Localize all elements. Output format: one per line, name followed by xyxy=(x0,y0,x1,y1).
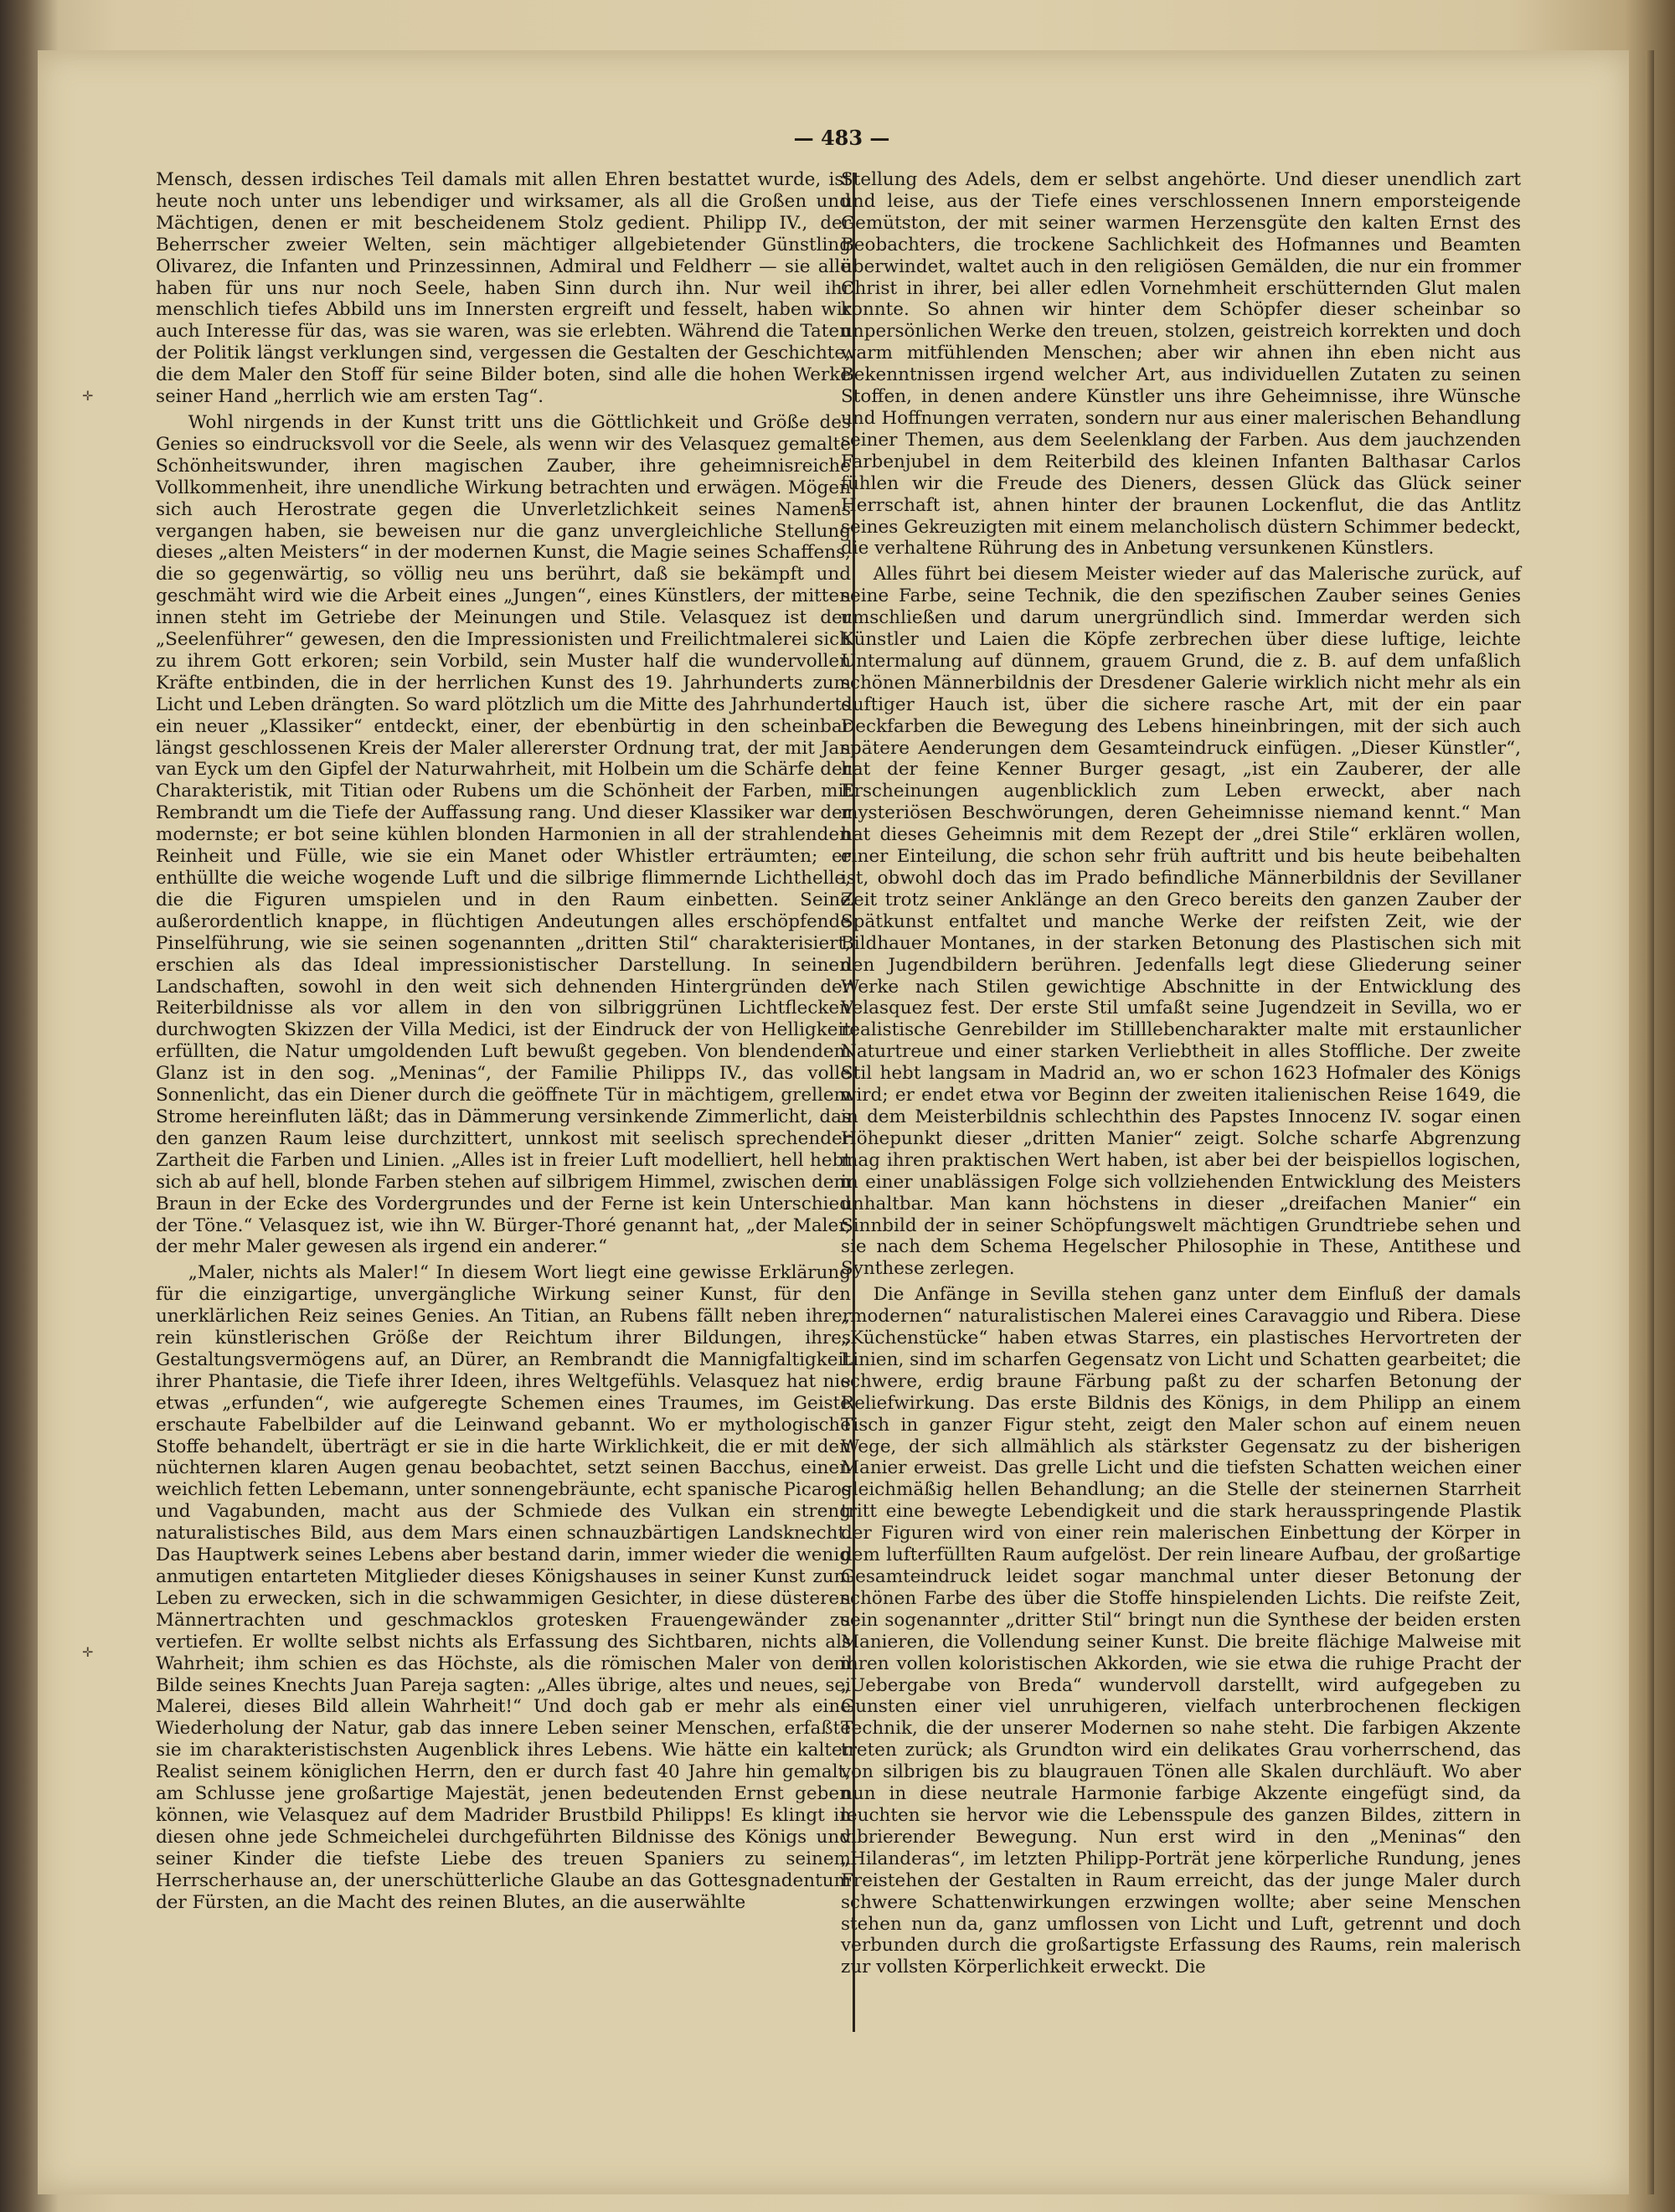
page-edge xyxy=(1646,50,1654,2194)
text-column-right xyxy=(841,169,1521,1978)
text-column-left xyxy=(156,169,851,1914)
paragraph: Alles führt bei diesem Meister wieder auf das Malerische zurück, auf seine Farbe, seine Technik, die den spezifischen Zauber seines Genies umschließen und darum unergründlich sind. Immerdar werden sich Künstler und Laien die Köpfe zerbrechen über diese luftige, leichte Untermalung auf dünnem, grauem Grund, die z. B. auf dem unfaßlich schönen Männerbildnis der Dresdener Galerie wirklich nicht mehr als ein duftiger Hauch ist, über die sichere rasche Art, mit der ein paar Deckfarben die Bewegung des Lebens hineinbringen, mit der sich auch spätere Aenderungen dem Gesamteindruck einfügen. „Dieser Künstler“, hat der feine Kenner Burger gesagt, „ist ein Zauberer, der alle Erscheinungen augenblicklich zum Leben erweckt, aber nach mysteriösen Beschwörungen, deren Geheimnisse niemand kennt.“ Man hat dieses Geheimnis mit dem Rezept der „drei Stile“ erklären wollen, einer Einteilung, die schon sehr früh auftritt und bis heute beibehalten ist, obwohl doch das im Prado befindliche Männerbildnis der Sevillaner Zeit trotz seiner Anklänge an den Greco bereits den ganzen Zauber der Spätkunst entfaltet und manche Werke der reifsten Zeit, wie der Bildhauer Montanes, in der starken Betonung des Plastischen sich mit den Jugendbildern berühren. Jedenfalls legt diese Gliederung seiner Werke nach Stilen gewichtige Abschnitte in der Entwicklung des Velasquez fest. Der erste Stil umfaßt seine Jugendzeit in Sevilla, wo er realistische Genrebilder im Stilllebencharakter malte mit erstaunlicher Naturtreue und einer starken Verliebtheit in alles Stoffliche. Der zweite Stil hebt langsam in Madrid an, wo er schon 1623 Hofmaler des Königs wird; er endet etwa vor Beginn der zweiten italienischen Reise 1649, die in dem Meisterbildnis schlechthin des Papstes Innocenz IV. sogar einen Höhepunkt dieser „dritten Manier“ zeigt. Solche scharfe Abgrenzung mag ihren praktischen Wert haben, ist aber bei der beispiellos logischen, in einer unablässigen Folge sich vollziehenden Entwicklung des Meisters unhaltbar. Man kann höchstens in dieser „dreifachen Manier“ ein Sinnbild der in seiner Schöpfungswelt mächtigen Grundtriebe sehen und sie nach dem Schema Hegelscher Philosophie in These, Antithese und Synthese zerlegen. xyxy=(841,564,1521,1280)
paragraph: Stellung des Adels, dem er selbst angehörte. Und dieser unendlich zart und leise, aus der Tiefe eines verschlossenen Innern emporsteigende Gemütston, der mit seiner warmen Herzensgüte den kalten Ernst des Beobachters, die trockene Sachlichkeit des Hofmannes und Beamten überwindet, waltet auch in den religiösen Gemälden, die nur ein frommer Christ in ihrer, bei aller edlen Vornehmheit erschütternden Glut malen konnte. So ahnen wir hinter dem Schöpfer dieser scheinbar so unpersönlichen Werke den treuen, stolzen, geistreich korrekten und doch warm mitfühlenden Menschen; aber wir ahnen ihn eben nicht aus Bekenntnissen irgend welcher Art, aus individuellen Zutaten zu seinen Stoffen, in denen andere Künstler uns ihre Geheimnisse, ihre Wünsche und Hoffnungen verraten, sondern nur aus einer malerischen Behandlung seiner Themen, aus dem Seelenklang der Farben. Aus dem jauchzenden Farbenjubel in dem Reiterbild des kleinen Infanten Balthasar Carlos fühlen wir die Freude des Dieners, dessen Glück das Glück seiner Herrschaft ist, ahnen hinter der braunen Lockenflut, die das Antlitz seines Gekreuzigten mit einem melancholisch düstern Schimmer bedeckt, die verhaltene Rührung des in Anbetung versunkenen Künstlers. xyxy=(841,169,1521,559)
binding-hole-icon: ✛ xyxy=(82,1644,94,1660)
binding-hole-icon: ✛ xyxy=(82,388,94,404)
page-number: — 483 — xyxy=(793,126,890,150)
paragraph: Die Anfänge in Sevilla stehen ganz unter dem Einfluß der damals „modernen“ naturalistischen Malerei eines Caravaggio und Ribera. Diese „Küchenstücke“ haben etwas Starres, ein plastisches Hervortreten der Linien, sind im scharfen Gegensatz von Licht und Schatten gearbeitet; die schwere, erdig braune Färbung paßt zu der scharfen Betonung der Reliefwirkung. Das erste Bildnis des Königs, in dem Philipp an einem Tisch in ganzer Figur steht, zeigt den Maler schon auf einem neuen Wege, der sich allmählich als stärkster Gegensatz zu der bisherigen Manier erweist. Das grelle Licht und die tiefsten Schatten weichen einer gleichmäßig hellen Behandlung; an die Stelle der steinernen Starrheit tritt eine bewegte Lebendigkeit und die stark herausspringende Plastik der Figuren wird von einer rein malerischen Einbettung der Körper in dem lufterfüllten Raum aufgelöst. Der rein lineare Aufbau, der großartige Gesamteindruck leidet sogar manchmal unter dieser Betonung der schönen Farbe des über die Stoffe hinspielenden Lichts. Die reifste Zeit, sein sogenannter „dritter Stil“ bringt nun die Synthese der beiden ersten Manieren, die Vollendung seiner Kunst. Die breite flächige Malweise mit ihren vollen koloristischen Akkorden, wie sie etwa die ruhige Pracht der „Uebergabe von Breda“ wundervoll darstellt, wird aufgegeben zu Gunsten einer viel unruhigeren, vielfach unterbrochenen fleckigen Technik, die der unserer Modernen so nahe steht. Die farbigen Akzente treten zurück; als Grundton wird ein delikates Grau vorherrschend, das von silbrigen bis zu blaugrauen Tönen alle Skalen durchläuft. Wo aber nun in diese neutrale Harmonie farbige Akzente eingefügt sind, da leuchten sie hervor wie die Lebensspule des ganzen Bildes, zittern in vibrierender Bewegung. Nun erst wird in den „Meninas“ den „Hilanderas“, im letzten Philipp-Porträt jene körperliche Rundung, jenes Freistehen der Gestalten in Raum erreicht, das der junge Maler durch schwere Schattenwirkungen erzwingen wollte; aber seine Menschen stehen nun da, ganz umflossen von Licht und Luft, getrennt und doch verbunden durch die großartigste Erfassung des Raums, rein malerisch zur vollsten Körperlichkeit erweckt. Die xyxy=(841,1284,1521,1978)
paragraph: Mensch, dessen irdisches Teil damals mit allen Ehren bestattet wurde, ist heute noch unter uns lebendiger und wirksamer, als all die Großen und Mächtigen, denen er mit bescheidenem Stolz gedient. Philipp IV., der Beherrscher zweier Welten, sein mächtiger allgebietender Günstling Olivarez, die Infanten und Prinzessinnen, Admiral und Feldherr — sie alle haben für uns nur noch Seele, haben Sinn durch ihn. Nur weil ihr menschlich tiefes Abbild uns im Innersten ergreift und fesselt, haben wir auch Interesse für das, was sie waren, was sie erlebten. Während die Taten der Politik längst verklungen sind, vergessen die Gestalten der Geschichte, die dem Maler den Stoff für seine Bilder boten, sind alle die hohen Werke seiner Hand „herrlich wie am ersten Tag“. xyxy=(156,169,851,408)
paragraph: „Maler, nichts als Maler!“ In diesem Wort liegt eine gewisse Erklärung für die einzigartige, unvergängliche Wirkung seiner Kunst, für den unerklärlichen Reiz seines Genies. An Titian, an Rubens fällt neben ihrer rein künstlerischen Größe der Reichtum ihrer Bildungen, ihres Gestaltungsvermögens auf, an Dürer, an Rembrandt die Mannigfaltigkeit ihrer Phantasie, die Tiefe ihrer Ideen, ihres Weltgefühls. Velasquez hat nie etwas „erfunden“, wie aufgeregte Schemen eines Traumes, im Geiste erschaute Fabelbilder auf die Leinwand gebannt. Wo er mythologische Stoffe behandelt, überträgt er sie in die harte Wirklichkeit, die er mit den nüchternen klaren Augen genau beobachtet, setzt seinen Bacchus, einen weichlich fetten Lebemann, unter sonnengebräunte, echt spanische Picaros und Vagabunden, macht aus der Schmiede des Vulkan ein streng naturalistisches Bild, aus dem Mars einen schnauzbärtigen Landsknecht. Das Hauptwerk seines Lebens aber bestand darin, immer wieder die wenig anmutigen entarteten Mitglieder dieses Königshauses in seiner Kunst zum Leben zu erwecken, sich in die schwammigen Gesichter, in diese düsteren Männertrachten und geschmacklos grotesken Frauengewänder zu vertiefen. Er wollte selbst nichts als Erfassung des Sichtbaren, nichts als Wahrheit; ihm schien es das Höchste, als die römischen Maler von dem Bilde seines Knechts Juan Pareja sagten: „Alles übrige, altes und neues, sei Malerei, dieses Bild allein Wahrheit!“ Und doch gab er mehr als eine Wiederholung der Natur, gab das innere Leben seiner Menschen, erfaßte sie im charakteristischsten Augenblick ihres Lebens. Wie hätte ein kalter Realist seinem königlichen Herrn, den er durch fast 40 Jahre hin gemalt, am Schlusse jene großartige Majestät, jenen bedeutenden Ernst geben können, wie Velasquez auf dem Madrider Brustbild Philipps! Es klingt in diesen ohne jede Schmeichelei durchgeführten Bildnisse des Königs und seiner Kinder die tiefste Liebe des treuen Spaniers zu seinem Herrscherhause an, der unerschütterliche Glaube an das Gottesgnadentum der Fürsten, an die Macht des reinen Blutes, an die auserwählte xyxy=(156,1262,851,1913)
paragraph: Wohl nirgends in der Kunst tritt uns die Göttlichkeit und Größe des Genies so eindrucksvoll vor die Seele, als wenn wir des Velasquez gemalte Schönheitswunder, ihren magischen Zauber, ihre geheimnisreiche Vollkommenheit, ihre unendliche Wirkung betrachten und erwägen. Mögen sich auch Herostrate gegen die Unverletzlichkeit seines Namens vergangen haben, sie beweisen nur die ganz unvergleichliche Stellung dieses „alten Meisters“ in der modernen Kunst, die Magie seines Schaffens, die so gegenwärtig, so völlig neu uns berührt, daß sie bekämpft und geschmäht wird wie die Arbeit eines „Jungen“, eines Künstlers, der mitten innen steht im Getriebe der Meinungen und Stile. Velasquez ist der „Seelenführer“ gewesen, den die Impressionisten und Freilichtmalerei sich zu ihrem Gott erkoren; sein Vorbild, sein Muster half die wundervollen Kräfte entbinden, die in der herrlichen Kunst des 19. Jahrhunderts zum Licht und Leben drängten. So ward plötzlich um die Mitte des Jahrhunderts ein neuer „Klassiker“ entdeckt, einer, der ebenbürtig in den scheinbar längst geschlossenen Kreis der Maler allererster Ordnung trat, der mit Jan van Eyck um den Gipfel der Naturwahrheit, mit Holbein um die Schärfe der Charakteristik, mit Titian oder Rubens um die Schönheit der Farben, mit Rembrandt um die Tiefe der Auffassung rang. Und dieser Klassiker war der modernste; er bot seine kühlen blonden Harmonien in all der strahlenden Reinheit und Fülle, wie sie ein Manet oder Whistler erträumten; er enthüllte die weiche wogende Luft und die silbrige flimmernde Lichthelle, die die Figuren umspielen und in den Raum einbetten. Seine außerordentlich knappe, in flüchtigen Andeutungen alles erschöpfende Pinselführung, wie sie seinen sogenannten „dritten Stil“ charakterisiert, erschien als das Ideal impressionistischer Darstellung. In seinen Landschaften, sowohl in den weit sich dehnenden Hintergründen der Reiterbildnisse als vor allem in den von silbriggrünen Lichtflecken durchwogten Skizzen der Villa Medici, ist der Eindruck der von Helligkeit erfüllten, die Natur umgoldenden Luft bewußt gegeben. Von blendendem Glanz ist in den sog. „Meninas“, der Familie Philipps IV., das volle Sonnenlicht, das ein Diener durch die geöffnete Tür in mächtigem, grellem Strome hereinfluten läßt; das in Dämmerung versinkende Zimmerlicht, das den ganzen Raum leise durchzittert, unnkost mit seelisch sprechender Zartheit die Farben und Linien. „Alles ist in freier Luft modelliert, hell hebt sich ab auf hell, blonde Farben stehen auf silbrigem Himmel, zwischen dem Braun in der Ecke des Vordergrundes und der Ferne ist kein Unterschied der Töne.“ Velasquez ist, wie ihn W. Bürger-Thoré genannt hat, „der Maler, der mehr Maler gewesen als irgend ein anderer.“ xyxy=(156,411,851,1258)
